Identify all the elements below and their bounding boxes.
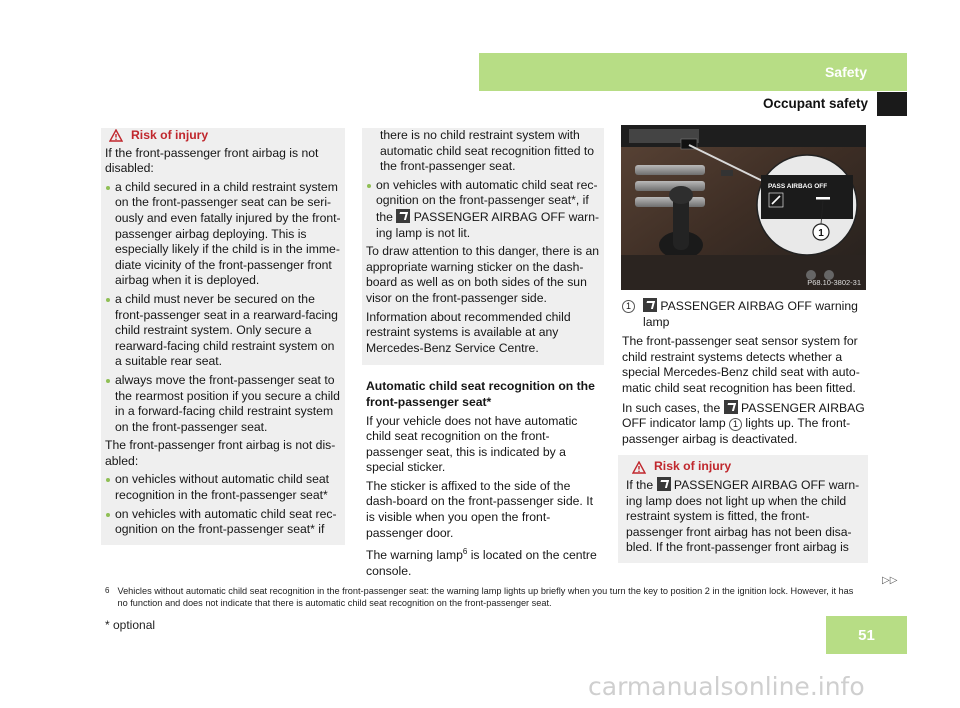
section-tab: [479, 53, 907, 91]
paragraph: If your vehicle does not have automatic child seat recognition on the front-passenger seat, this is indicated by a special sticker.: [366, 413, 578, 475]
photo-reference: P68.10-3802-31: [807, 278, 861, 287]
warning-triangle-icon: [632, 461, 646, 474]
passenger-airbag-off-icon: [724, 400, 738, 414]
legend-text: PASSENGER AIRBAG OFF warning lamp: [643, 299, 858, 329]
section-label: Safety: [824, 64, 867, 80]
warning-title: Risk of injury: [131, 128, 209, 142]
list-item: a child must never be secured on the front-passenger seat in a rearward-facing child restraint system. Only secure a rearward-facing child restraint system on a suitable rear seat.: [105, 292, 341, 370]
page-number: 51: [826, 616, 907, 654]
paragraph: The front-passenger front airbag is not dis-abled:: [105, 438, 336, 468]
warning-title: Risk of injury: [654, 459, 732, 474]
footnote-ref: 6: [462, 547, 468, 557]
paragraph: The sticker is affixed to the side of the dash-board on the front-passenger side. It is visible when you open the front-passenger door.: [366, 478, 593, 540]
footnote-text: Vehicles without automatic child seat recognition in the front-passenger seat: the warning lamp lights up briefly when you turn the key to position 2 in the ignition lock. However, it has no function and does not indicate that there is automatic child seat recognition on the front-passenger seat.: [117, 586, 854, 608]
header-marker: [877, 92, 907, 116]
photo-label: PASS AIRBAG OFF: [768, 183, 828, 190]
list-item: on vehicles with automatic child seat rec-ognition on the front-passenger seat* if: [105, 507, 341, 538]
optional-note: * optional: [105, 618, 156, 632]
callout-number: 1: [729, 418, 742, 431]
list-item: a child secured in a child restraint system on the front-passenger seat can be seri-ously and even fatally injured by the front-passenger airbag deploying. This is especially likely if the child is in the imme-diate vicinity of the front-passenger front airbag when it is deployed.: [105, 180, 341, 289]
list-item: always move the front-passenger seat to the rearmost position if you secure a child in a forward-facing child restraint system on the front-passenger seat.: [105, 373, 341, 435]
column-right: [622, 298, 868, 563]
warning-heading: [632, 459, 864, 475]
warning-triangle-icon: [109, 129, 123, 142]
warning-list: [105, 180, 341, 436]
photo-legend: [622, 298, 868, 330]
legend-number: 1: [622, 300, 635, 313]
warning-box: [618, 455, 868, 563]
warning-box: [101, 128, 345, 545]
page-title: Occupant safety: [762, 96, 868, 111]
warning-box-continued: [362, 128, 604, 365]
dashboard-photo: [621, 125, 866, 290]
watermark: carmanualsonline.info: [588, 672, 865, 701]
paragraph: Information about recommended child restraint systems is available at any Mercedes-Benz Service Centre.: [366, 309, 571, 355]
paragraph: In such cases, the PASSENGER AIRBAG OFF indicator lamp 1 lights up. The front-passenger airbag is deactivated.: [622, 400, 865, 446]
console-illustration: [621, 125, 866, 290]
footnote-number: 6: [105, 586, 110, 595]
passenger-airbag-off-icon: [396, 209, 410, 223]
warning-list-2: [105, 472, 341, 537]
paragraph: The front-passenger seat sensor system for child restraint systems detects whether a special Mercedes-Benz child seat with auto-matic child seat recognition has been fitted.: [622, 334, 860, 395]
warning-heading: [109, 128, 341, 144]
paragraph: If the PASSENGER AIRBAG OFF warn-ing lamp does not light up when the child restraint system is fitted, the front-passenger front airbag has not been disa-bled. If the front-passenger front airbag is: [626, 477, 860, 555]
paragraph: To draw attention to this danger, there is an appropriate warning sticker on the dash-board as well as on both sides of the sun visor on the front-passenger side.: [366, 244, 600, 305]
column-left: [105, 128, 345, 545]
column-middle: [366, 128, 604, 583]
warning-intro: If the front-passenger front airbag is not disabled:: [105, 145, 319, 176]
list-item: on vehicles with automatic child seat rec-ognition on the front-passenger seat*, if the PASSENGER AIRBAG OFF warn-ing lamp is not lit.: [366, 178, 600, 241]
warning-list-3: [366, 178, 600, 241]
continue-arrow-icon: ▷▷: [882, 575, 898, 586]
subheading: Automatic child seat recognition on the front-passenger seat*: [366, 379, 595, 409]
photo-callout: 1: [818, 228, 824, 239]
list-item: on vehicles without automatic child seat recognition in the front-passenger seat*: [105, 472, 341, 503]
paragraph: The warning lamp$^6$ is located on the centre console.: [366, 547, 597, 578]
passenger-airbag-off-icon: [657, 477, 671, 491]
paragraph: there is no child restraint system with automatic child seat recognition fitted to the front-passenger seat.: [380, 128, 595, 174]
footnote: [105, 585, 865, 609]
passenger-airbag-off-icon: [643, 298, 657, 312]
